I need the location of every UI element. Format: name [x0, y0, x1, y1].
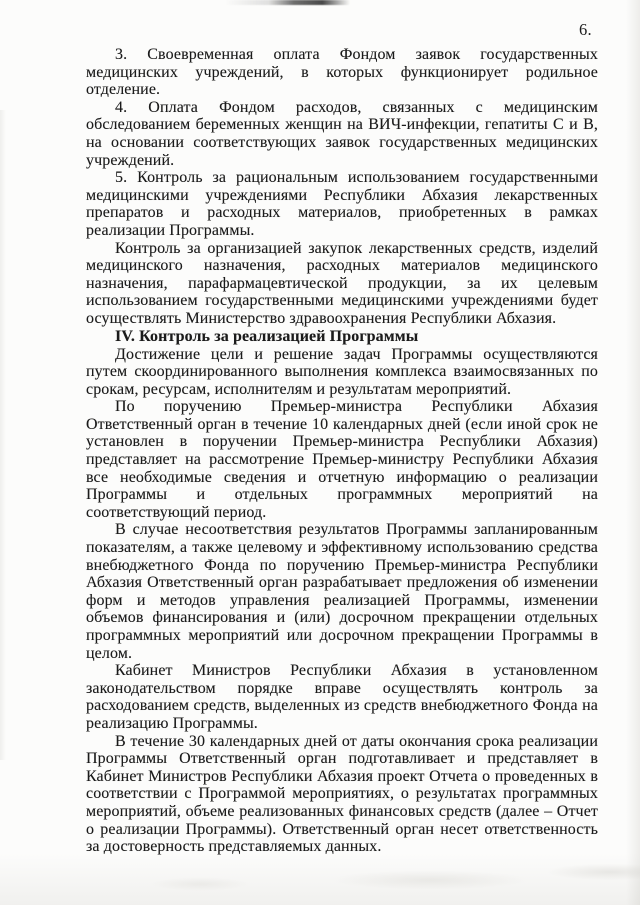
scan-smudge-top [225, 0, 350, 5]
paragraph-goal-achievement: Достижение цели и решение задач Программы осуществляются путем скоординированного выполнения комплекса взаимосвязанных по срокам, ресурсам, исполнителям и результатам мероприятий. [86, 345, 598, 398]
paragraph-item-3: 3. Своевременная оплата Фондом заявок государственных медицинских учреждений, в которых функционирует родильное отделение. [86, 46, 598, 99]
paragraph-item-4: 4. Оплата Фондом расходов, связанных с медицинским обследованием беременных женщин на ВИЧ-инфекции, гепатиты С и В, на основании соответствующих заявок государственных медицинских учреждений. [86, 98, 598, 169]
scan-shadow-right [626, 0, 640, 905]
page-number: 6. [579, 20, 592, 39]
paragraph-final-report: В течение 30 календарных дней от даты окончания срока реализации Программы Ответственный орган подготавливает и представляет в Кабинет Министров Республики Абхазия проект Отчета о проведенных в соответствии с Программой мероприятиях, о результатах программных мероприятий, объеме реализованных финансовых средств (далее – Отчет о реализации Программы). Ответственный орган несет ответственность за достоверность представляемых данных. [86, 732, 598, 856]
paragraph-item-5: 5. Контроль за рациональным использованием государственными медицинскими учреждениями Республики Абхазия лекарственных препаратов и расходных материалов, приобретенных в рамках реализации Программы. [86, 169, 598, 239]
document-body [86, 46, 598, 856]
paragraph-cabinet-control: Кабинет Министров Республики Абхазия в установленном законодательством порядке вправе осуществлять контроль за расходованием средств, выделенных из средств внебюджетного Фонда на реализацию Программы. [86, 662, 598, 732]
paragraph-control-procurement: Контроль за организацией закупок лекарственных средств, изделий медицинского назначения, расходных материалов медицинского назначения, парафармацевтической продукции, за их целевым использованием государственными медицинскими учреждениями будет осуществлять Министерство здравоохранения Республики Абхазия. [86, 239, 598, 327]
paragraph-noncompliance: В случае несоответствия результатов Программы запланированным показателям, а также целевому и эффективному использованию средства внебюджетного Фонда по поручению Премьер-министра Республики Абхазия Ответственный орган разрабатывает предложения об изменении форм и методов управления реализацией Программы, изменении объемов финансирования и (или) досрочном прекращении отдельных программных мероприятий или досрочном прекращении Программы в целом. [86, 521, 598, 662]
section-heading-iv: IV. Контроль за реализацией Программы [115, 327, 419, 345]
scan-shadow-left [0, 110, 6, 760]
paragraph-pm-instruction: По поручению Премьер-министра Республики Абхазия Ответственный орган в течение 10 календарных дней (если иной срок не установлен в поручении Премьер-министра Республики Абхазия) представляет на рассмотрение Премьер-министру Республики Абхазия все необходимые сведения и отчетную информацию о реализации Программы и отдельных программных мероприятий на соответствующий период. [86, 398, 598, 521]
